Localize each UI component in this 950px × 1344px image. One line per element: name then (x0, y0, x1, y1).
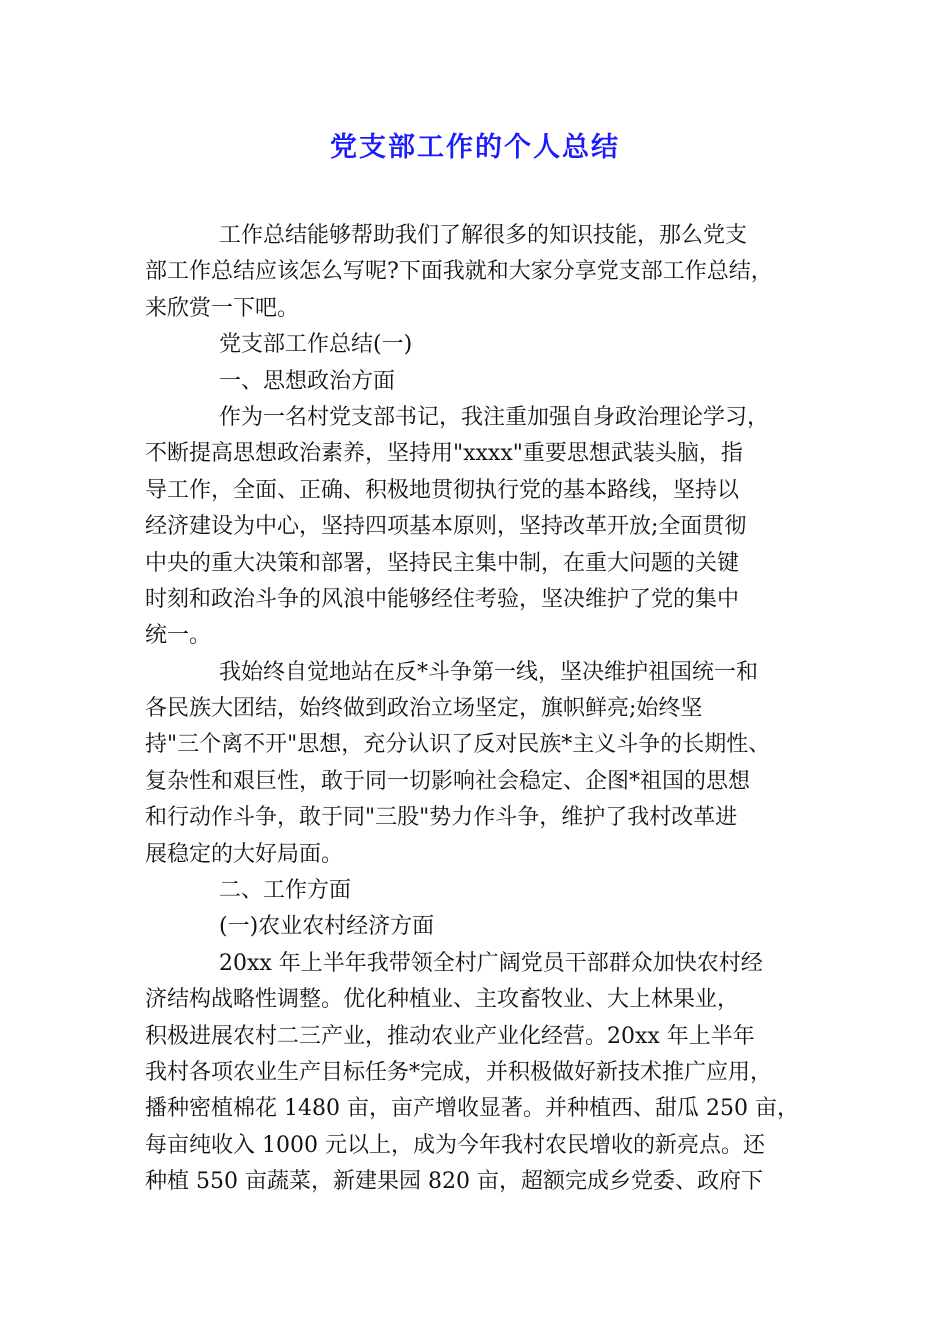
paragraph-line: 中央的重大决策和部署，坚持民主集中制，在重大问题的关键 (145, 550, 740, 576)
section-heading: 党支部工作总结(一) (219, 332, 413, 358)
paragraph-line: 导工作，全面、正确、积极地贯彻执行党的基本路线，坚持以 (145, 477, 740, 503)
paragraph-line: 每亩纯收入 1000 元以上，成为今年我村农民增收的新亮点。还 (145, 1132, 765, 1158)
paragraph-line: 时刻和政治斗争的风浪中能够经住考验，坚决维护了党的集中 (145, 586, 740, 612)
paragraph-line: 种植 550 亩蔬菜，新建果园 820 亩，超额完成乡党委、政府下 (145, 1169, 763, 1195)
paragraph-line: 积极进展农村二三产业，推动农业产业化经营。20xx 年上半年 (145, 1023, 755, 1049)
paragraph-line: 工作总结能够帮助我们了解很多的知识技能，那么党支 (219, 223, 748, 248)
paragraph-line: 统一。 (145, 623, 212, 649)
paragraph-line: 来欣赏一下吧。 (145, 295, 300, 321)
paragraph-line: 不断提高思想政治素养，坚持用"xxxx"重要思想武装头脑，指 (145, 441, 743, 467)
section-heading: 一、思想政治方面 (219, 368, 396, 394)
paragraph-line: 经济建设为中心，坚持四项基本原则，坚持改革开放;全面贯彻 (145, 514, 747, 540)
paragraph-line: 我始终自觉地站在反*斗争第一线，坚决维护祖国统一和 (219, 659, 759, 685)
document-body (145, 218, 825, 1201)
paragraph-line: 部工作总结应该怎么写呢?下面我就和大家分享党支部工作总结， (145, 259, 773, 285)
paragraph-line: 和行动作斗争，敢于同"三股"势力作斗争，维护了我村改革进 (145, 805, 738, 831)
paragraph-line: 各民族大团结，始终做到政治立场坚定，旗帜鲜亮;始终坚 (145, 696, 703, 722)
paragraph-line: 20xx 年上半年我带领全村广阔党员干部群众加快农村经 (219, 950, 763, 976)
paragraph-line: 播种密植棉花 1480 亩，亩产增收显著。并种植西、甜瓜 250 亩， (145, 1096, 799, 1122)
paragraph-line: 济结构战略性调整。优化种植业、主攻畜牧业、大上林果业， (145, 987, 740, 1013)
paragraph-line: 作为一名村党支部书记，我注重加强自身政治理论学习， (219, 404, 770, 430)
paragraph-line: 持"三个离不开"思想，充分认识了反对民族*主义斗争的长期性、 (145, 732, 771, 758)
section-heading: (一)农业农村经济方面 (219, 914, 435, 940)
document-title: 党支部工作的个人总结 (330, 132, 620, 163)
paragraph-line: 我村各项农业生产目标任务*完成，并积极做好新技术推广应用， (145, 1059, 773, 1085)
section-heading: 二、工作方面 (219, 878, 352, 904)
paragraph-line: 复杂性和艰巨性，敢于同一切影响社会稳定、企图*祖国的思想 (145, 768, 751, 794)
paragraph-line: 展稳定的大好局面。 (145, 841, 344, 867)
